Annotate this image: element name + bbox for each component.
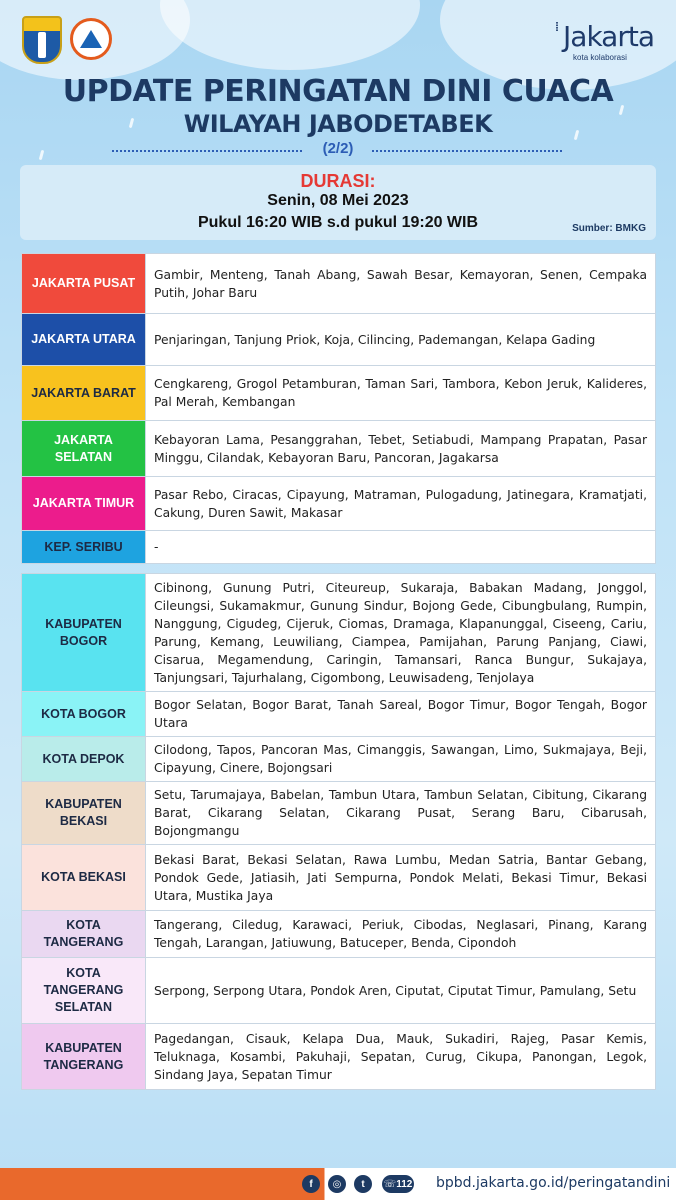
district-list: Bogor Selatan, Bogor Barat, Tanah Sareal, Bogor Timur, Bogor Tengah, Bogor Utara <box>146 692 656 737</box>
district-list: Cengkareng, Grogol Petamburan, Taman Sari, Tambora, Kebon Jeruk, Kalideres, Pal Merah, Kembangan <box>146 366 656 421</box>
region-name: KOTA DEPOK <box>22 737 146 782</box>
hotline-badge[interactable] <box>382 1175 414 1193</box>
jakarta-region-table <box>21 253 656 564</box>
region-name: JAKARTA BARAT <box>22 366 146 421</box>
district-list: Cilodong, Tapos, Pancoran Mas, Cimanggis, Sawangan, Limo, Sukmajaya, Beji, Cipayung, Cinere, Bojongsari <box>146 737 656 782</box>
district-list: Pagedangan, Cisauk, Kelapa Dua, Mauk, Sukadiri, Rajeg, Pasar Kemis, Teluknaga, Kosambi, Pakuhaji, Sepatan, Curug, Cikupa, Panongan, Legok, Sindang Jaya, Sepatan Timur <box>146 1024 656 1090</box>
region-row <box>22 845 656 911</box>
district-list: Setu, Tarumajaya, Babelan, Tambun Utara, Tambun Selatan, Cibitung, Cikarang Barat, Cikarang Selatan, Cikarang Pusat, Serang Baru, Cibarusah, Bojongmangu <box>146 782 656 845</box>
region-row <box>22 692 656 737</box>
footer-url[interactable]: bpbd.jakarta.go.id/peringatandini <box>436 1175 671 1191</box>
district-list: Serpong, Serpong Utara, Pondok Aren, Ciputat, Ciputat Timur, Pamulang, Setu <box>146 958 656 1024</box>
page-title: UPDATE PERINGATAN DINI CUACA <box>62 74 614 109</box>
duration-label: DURASI: <box>300 171 376 191</box>
region-name: JAKARTA SELATAN <box>22 421 146 477</box>
part-indicator: (2/2) <box>322 140 354 157</box>
divider-right <box>372 150 562 152</box>
region-name: KEP. SERIBU <box>22 531 146 564</box>
brand-mark-icon: ⁞ <box>555 20 559 34</box>
district-list: Pasar Rebo, Ciracas, Cipayung, Matraman, Pulogadung, Jatinegara, Kramatjati, Cakung, Duren Sawit, Makasar <box>146 477 656 531</box>
region-row <box>22 531 656 564</box>
region-row <box>22 958 656 1024</box>
region-name: KOTA TANGERANG <box>22 911 146 958</box>
region-row <box>22 737 656 782</box>
region-row <box>22 1024 656 1090</box>
region-name: KOTA BEKASI <box>22 845 146 911</box>
region-name: KABUPATEN TANGERANG <box>22 1024 146 1090</box>
duration-box <box>20 165 656 240</box>
district-list: Gambir, Menteng, Tanah Abang, Sawah Besar, Kemayoran, Senen, Cempaka Putih, Johar Baru <box>146 254 656 314</box>
region-name: KOTA BOGOR <box>22 692 146 737</box>
region-row <box>22 254 656 314</box>
region-name: KABUPATEN BOGOR <box>22 574 146 692</box>
region-row <box>22 477 656 531</box>
district-list: Bekasi Barat, Bekasi Selatan, Rawa Lumbu, Medan Satria, Bantar Gebang, Pondok Gede, Jatiasih, Jati Sempurna, Pondok Melati, Bekasi Timur, Bekasi Utara, Mustika Jaya <box>146 845 656 911</box>
region-name: KABUPATEN BEKASI <box>22 782 146 845</box>
twitter-icon[interactable]: t <box>354 1175 372 1193</box>
district-list: Kebayoran Lama, Pesanggrahan, Tebet, Setiabudi, Mampang Prapatan, Pasar Minggu, Cilandak, Kebayoran Baru, Pancoran, Jagakarsa <box>146 421 656 477</box>
duration-day: Senin, 08 Mei 2023 <box>267 192 409 209</box>
facebook-icon[interactable]: f <box>302 1175 320 1193</box>
district-list: Cibinong, Gunung Putri, Citeureup, Sukaraja, Babakan Madang, Jonggol, Cileungsi, Sukamakmur, Gunung Sindur, Bojong Gede, Cibungbulang, Rumpin, Nanggung, Cigudeg, Cijeruk, Ciomas, Dramaga, Klapanunggal, Ciseeng, Cariu, Parung, Kemang, Leuwiliang, Ciampea, Pamijahan, Parung Panjang, Ciawi, Cisarua, Megamendung, Caringin, Tamansari, Ranca Bungur, Sukajaya, Tanjungsari, Tajurhalang, Cigombong, Leuwisadeng, Tenjolaya <box>146 574 656 692</box>
region-row <box>22 366 656 421</box>
district-list: Tangerang, Ciledug, Karawaci, Periuk, Cibodas, Neglasari, Pinang, Karang Tengah, Larangan, Jatiuwung, Batuceper, Benda, Cipondoh <box>146 911 656 958</box>
region-name: JAKARTA UTARA <box>22 314 146 366</box>
footer-bar <box>0 1168 676 1200</box>
district-list: - <box>146 531 656 564</box>
district-list: Penjaringan, Tanjung Priok, Koja, Cilincing, Pademangan, Kelapa Gading <box>146 314 656 366</box>
region-row <box>22 421 656 477</box>
jakarta-crest-logo <box>22 16 62 64</box>
region-row <box>22 574 656 692</box>
instagram-icon[interactable]: ◎ <box>328 1175 346 1193</box>
region-name: JAKARTA PUSAT <box>22 254 146 314</box>
hotline-number: 112 <box>396 1178 413 1190</box>
region-row <box>22 314 656 366</box>
region-name: JAKARTA TIMUR <box>22 477 146 531</box>
duration-time: Pukul 16:20 WIB s.d pukul 19:20 WIB <box>197 214 479 231</box>
source-label: Sumber: BMKG <box>572 223 646 234</box>
region-row <box>22 782 656 845</box>
footer-accent <box>0 1168 300 1200</box>
region-name: KOTA TANGERANG SELATAN <box>22 958 146 1024</box>
brand-name: Jakarta <box>563 20 654 53</box>
phone-icon: ☏ <box>383 1178 397 1190</box>
region-row <box>22 911 656 958</box>
cloud-decoration <box>160 0 420 70</box>
buffer-region-table <box>21 573 656 1090</box>
brand-tagline: kota kolaborasi <box>573 53 627 62</box>
page-subtitle: WILAYAH JABODETABEK <box>183 110 493 138</box>
bpbd-logo <box>70 18 112 60</box>
jakarta-brand-logo <box>555 20 654 62</box>
